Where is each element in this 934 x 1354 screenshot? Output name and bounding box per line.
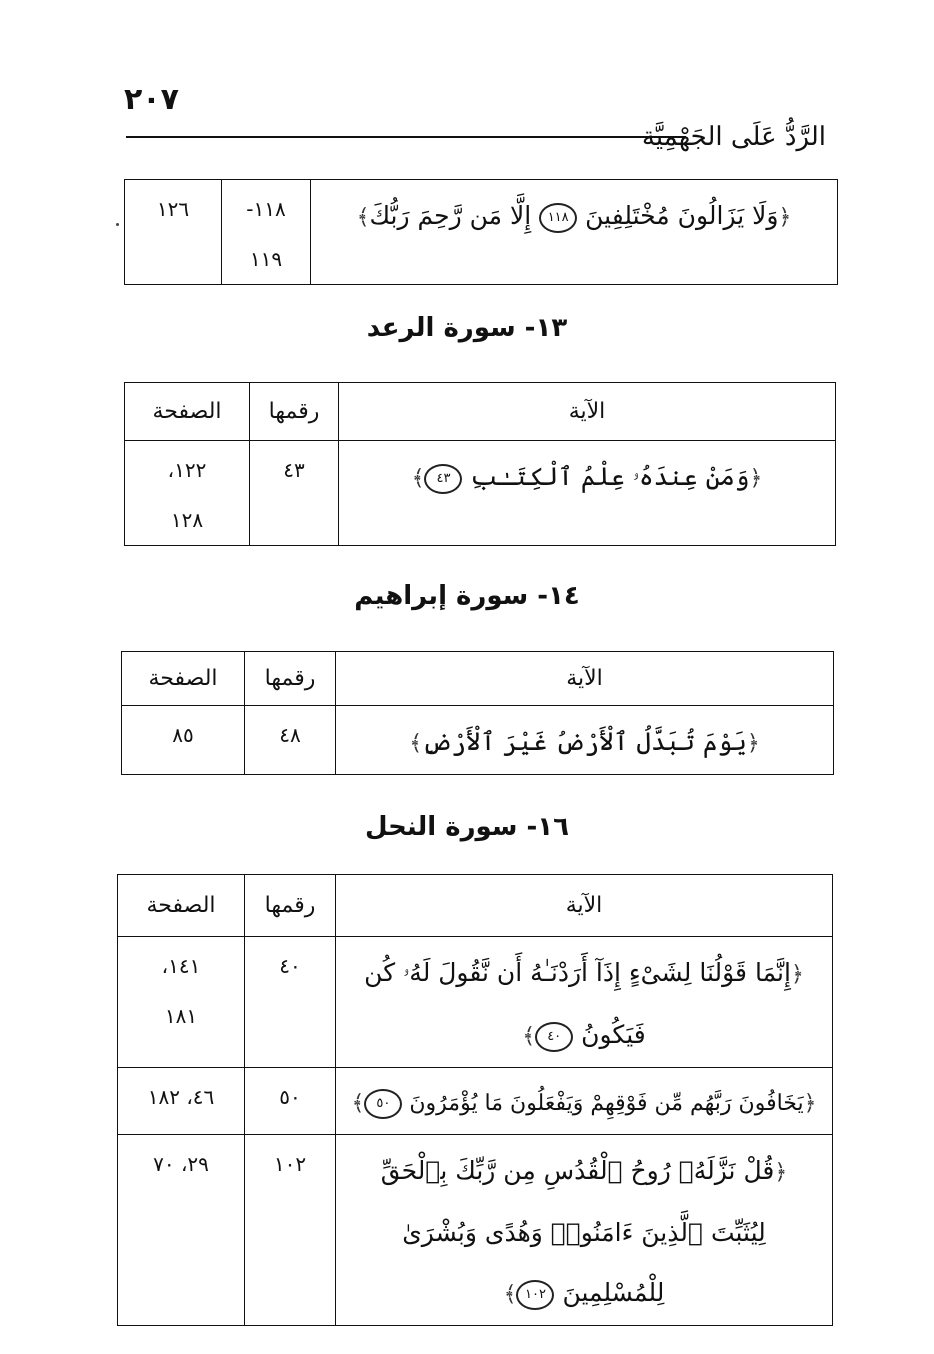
verse-text: قُلْ نَزَّلَهُۥ رُوحُ ٱلْقُدُسِ مِن رَّبِّكَ بِٱلْحَقِّ لِيُثَبِّتَ ٱلَّذِينَ ءَامَنُوا۟ وَهُدًى وَبُشْرَىٰ لِلْمُسْلِمِينَ xyxy=(380,1156,775,1307)
verse-cell xyxy=(339,441,836,546)
header-page: الصفحة xyxy=(122,652,245,706)
verse-marker: ١١٨ xyxy=(539,203,577,233)
header-number: رقمها xyxy=(245,875,336,937)
verse-cell xyxy=(336,706,834,775)
table-row xyxy=(122,706,834,775)
page-ref-cell: ١٢٦ xyxy=(125,180,222,285)
surah-title-13: ١٣- سورة الرعد xyxy=(366,313,568,343)
verse-marker: ١٠٢ xyxy=(516,1280,554,1310)
surah-title-14: ١٤- سورة إبراهيم xyxy=(354,581,580,611)
verse-text: وَلَا يَزَالُونَ مُخْتَلِفِينَ xyxy=(585,201,779,230)
page-ref-cell: ٨٥ xyxy=(122,706,245,775)
ornament-open-icon: ﴿ xyxy=(746,731,760,756)
verse-number-cell: ٤٣ xyxy=(250,441,339,546)
verse-marker: ٤٠ xyxy=(535,1022,573,1052)
table-surah-13 xyxy=(124,382,836,546)
ornament-close-icon: ﴾ xyxy=(522,1024,536,1049)
verse-cell xyxy=(336,937,833,1068)
table-row xyxy=(118,1068,833,1135)
ornament-open-icon: ﴿ xyxy=(778,205,792,230)
ornament-close-icon: ﴾ xyxy=(351,1091,365,1116)
header-verse: الآية xyxy=(336,652,834,706)
verse-marker: ٥٠ xyxy=(364,1089,402,1119)
ornament-close-icon: ﴾ xyxy=(503,1282,517,1307)
verse-text: إِنَّمَا قَوْلُنَا لِشَىْءٍ إِذَآ أَرَدْنَـٰهُ أَن نَّقُولَ لَهُۥ كُن فَيَكُونُ xyxy=(364,958,791,1049)
table-surah-14 xyxy=(121,651,834,775)
table-header-row xyxy=(122,652,834,706)
table-row xyxy=(125,180,838,285)
page-number: ٢٠٧ xyxy=(124,82,179,117)
table-row xyxy=(118,1135,833,1326)
header-rule xyxy=(126,136,686,138)
page-ref-cell: ١٢٢، ١٢٨ xyxy=(125,441,250,546)
table-surah-16 xyxy=(117,874,833,1326)
table-header-row xyxy=(118,875,833,937)
verse-number-cell: ٥٠ xyxy=(245,1068,336,1135)
ornament-open-icon: ﴿ xyxy=(790,962,804,987)
page-ref-cell: ١٤١، ١٨١ xyxy=(118,937,245,1068)
table-continuation xyxy=(124,179,838,285)
ornament-close-icon: ﴾ xyxy=(356,205,370,230)
header-page: الصفحة xyxy=(125,383,250,441)
verse-number-cell: ٤٨ xyxy=(245,706,336,775)
ornament-open-icon: ﴿ xyxy=(803,1091,817,1116)
verse-cell xyxy=(336,1135,833,1326)
ornament-close-icon: ﴾ xyxy=(411,466,425,491)
table-row xyxy=(118,937,833,1068)
ornament-open-icon: ﴿ xyxy=(749,466,763,491)
verse-cell xyxy=(336,1068,833,1135)
surah-title-16: ١٦- سورة النحل xyxy=(364,812,570,842)
verse-number-cell: ١١٨- ١١٩ xyxy=(222,180,311,285)
verse-number-cell: ٤٠ xyxy=(245,937,336,1068)
verse-text: يَخَافُونَ رَبَّهُم مِّن فَوْقِهِمْ وَيَفْعَلُونَ مَا يُؤْمَرُونَ xyxy=(409,1091,804,1116)
verse-text-cont: إِلَّا مَن رَّحِمَ رَبُّكَ xyxy=(369,201,532,230)
table-row xyxy=(125,441,836,546)
verse-text: يَوْمَ تُبَدَّلُ ٱلْأَرْضُ غَيْرَ ٱلْأَرْضِ xyxy=(422,727,747,756)
header-verse: الآية xyxy=(339,383,836,441)
page-ref-cell: ٤٦، ١٨٢ xyxy=(118,1068,245,1135)
running-title: الرَّدُّ عَلَى الجَهْمِيَّة xyxy=(641,122,826,152)
table-header-row xyxy=(125,383,836,441)
verse-number-cell: ١٠٢ xyxy=(245,1135,336,1326)
header-number: رقمها xyxy=(250,383,339,441)
ornament-close-icon: ﴾ xyxy=(409,731,423,756)
stray-mark xyxy=(116,223,119,226)
header-page: الصفحة xyxy=(118,875,245,937)
verse-cell xyxy=(311,180,838,285)
header-verse: الآية xyxy=(336,875,833,937)
verse-text: وَمَنْ عِندَهُۥ عِلْمُ ٱلْكِتَـٰبِ xyxy=(470,462,750,491)
ornament-open-icon: ﴿ xyxy=(774,1160,788,1185)
page-ref-cell: ٢٩، ٧٠ xyxy=(118,1135,245,1326)
header-number: رقمها xyxy=(245,652,336,706)
verse-marker: ٤٣ xyxy=(424,464,462,494)
